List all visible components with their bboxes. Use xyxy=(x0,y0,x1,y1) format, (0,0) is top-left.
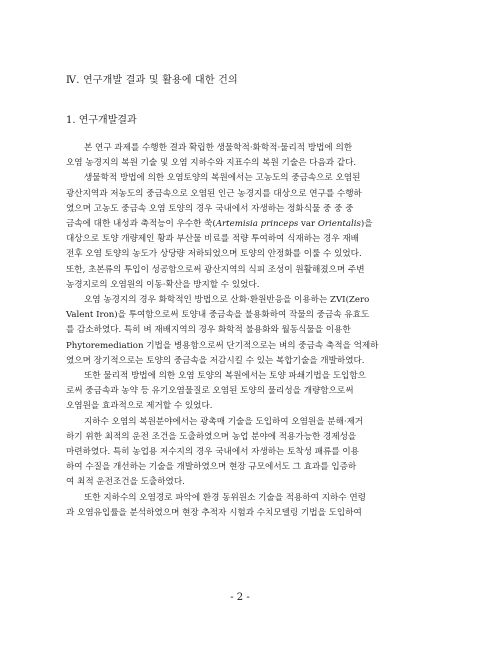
text-line: Valent Iron)을 투여함으로써 토양내 중금속을 불용화하여 작물의 중금속 유효도 xyxy=(66,310,370,321)
paragraph-biological xyxy=(66,171,416,293)
subsection-title: 1. 연구개발결과 xyxy=(66,115,137,126)
text-line: 여 최적 운전조건을 도출하였다. xyxy=(66,477,185,488)
text-line: 오염 농경지의 복원 기술 및 오염 지하수와 지표수의 복원 기술은 다음과 같다. xyxy=(66,158,357,169)
text-line: 였으며 장기적으로는 토양의 중금속을 저감시킬 수 있는 복합기술을 개발하였다. xyxy=(66,355,365,366)
text-line: Phytoremediation 기법을 병용함으로써 단기적으로는 벼의 중금속 축적을 억제하 xyxy=(66,340,379,351)
paragraph-groundwater xyxy=(66,415,416,491)
paragraph-physical xyxy=(66,369,416,415)
text-line: 마련하였다. 특히 농업용 저수지의 경우 국내에서 자생하는 토착성 패류를 이용 xyxy=(66,447,359,458)
text-line: 를 감소하였다. 특히 벼 재배지역의 경우 화학적 불용화와 월동식물을 이용한 xyxy=(66,325,351,336)
text-line: 였으며 고농도 중금속 오염 토양의 경우 국내에서 자생하는 정화식물 중 중 중 xyxy=(66,203,354,214)
text-line: 오염 농경지의 경우 화학적인 방법으로 산화·환원반응을 이용하는 ZVI(Zero xyxy=(84,295,370,306)
page-number: - 2 - xyxy=(230,592,250,603)
text-line: 지하수 오염의 복원분야에서는 광촉매 기술을 도입하여 오염원을 분해·제거 xyxy=(84,416,364,427)
text-line: 농경지로의 오염원의 이동·확산을 방지할 수 있었다. xyxy=(66,279,260,290)
paragraph-isotope xyxy=(66,491,416,521)
paragraph-summary xyxy=(66,141,416,171)
text-line: 대상으로 토양 개량제인 황과 부산물 비료를 적량 투여하여 식재하는 경우 재배 xyxy=(66,234,359,245)
text-line: 또한 물리적 방법에 의한 오염 토양의 복원에서는 토양 파쇄기법을 도입함으 xyxy=(84,371,366,382)
text-line: 생물학적 방법에 의한 오염토양의 복원에서는 고농도의 중금속으로 오염된 xyxy=(84,173,361,184)
text-line: 금속에 대한 내성과 축적능이 우수한 쑥(Artemisia princeps var Orientalis)을 xyxy=(66,219,373,230)
text-line: 로써 중금속과 농약 등 유기오염물질로 오염된 토양의 물리성을 개량함으로써 xyxy=(66,386,354,397)
text-line: 하여 수질을 개선하는 기술을 개발하였으며 현장 규모에서도 그 효과를 입증하 xyxy=(66,462,357,473)
section-title: Ⅳ. 연구개발 결과 및 활용에 대한 건의 xyxy=(66,75,238,86)
body-text xyxy=(66,141,416,521)
text-line: 과 오염유입률을 분석하였으며 현장 추적자 시험과 수치모델링 기법을 도입하여 xyxy=(66,507,362,518)
text-line: 또한 지하수의 오염경로 파악에 환경 동위원소 기술을 적용하여 지하수 연령 xyxy=(84,492,366,503)
text-line: 또한, 초본류의 투입이 성공함으로써 광산지역의 식피 조성이 원활해졌으며 주변 xyxy=(66,264,365,275)
text-line: 오염원을 효과적으로 제거할 수 있었다. xyxy=(66,401,213,412)
text-line: 하기 위한 최적의 운전 조건을 도출하였으며 농업 분야에 적용가능한 경제성을 xyxy=(66,431,357,442)
paragraph-chemical xyxy=(66,293,416,369)
text-line: 본 연구 과제를 수행한 결과 확립한 생물학적·화학적·물리적 방법에 의한 xyxy=(84,143,353,153)
text-line: 전후 오염 토양의 농도가 상당량 저하되었으며 토양의 안정화를 이룰 수 있었다. xyxy=(66,249,362,260)
text-line: 광산지역과 저농도의 중금속으로 오염된 인근 농경지를 대상으로 연구를 수행하 xyxy=(66,188,362,199)
